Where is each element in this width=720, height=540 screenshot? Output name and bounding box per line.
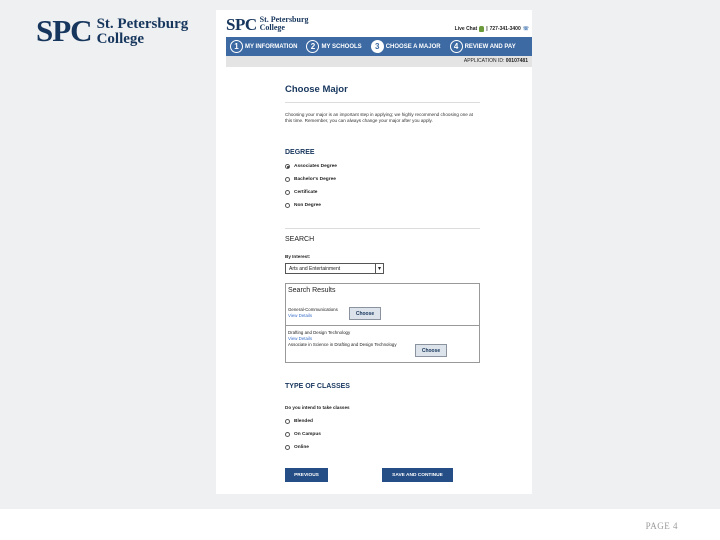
interest-select[interactable] — [285, 263, 384, 274]
step-number: 3 — [371, 40, 384, 53]
page-title: Choose Major — [285, 84, 348, 95]
degree-heading-wrap — [285, 149, 315, 156]
classes-heading: TYPE OF CLASSES — [285, 383, 350, 390]
slide-footer-band — [0, 509, 720, 540]
radio[interactable] — [285, 203, 290, 208]
step-choose-a-major[interactable] — [371, 40, 441, 53]
radio[interactable] — [285, 190, 290, 195]
slide-logo-line2: College — [96, 31, 145, 47]
degree-option[interactable] — [285, 199, 337, 212]
degree-options — [285, 160, 337, 212]
degree-option-label: Non Degree — [294, 203, 321, 208]
search-heading: SEARCH — [285, 236, 315, 243]
save-and-continue-button[interactable]: SAVE AND CONTINUE — [382, 468, 453, 482]
interest-select-value: Arts and Entertainment — [289, 265, 341, 272]
step-number: 1 — [230, 40, 243, 53]
radio[interactable] — [285, 432, 290, 437]
classes-options — [285, 415, 321, 454]
step-review-and-pay[interactable] — [450, 40, 516, 53]
application-id-value: 00107481 — [505, 58, 528, 64]
site-logo-words — [260, 16, 309, 33]
class-option[interactable] — [285, 428, 321, 441]
result-name: General-Communications — [288, 307, 338, 312]
phone-number: 727-341-3400 — [489, 26, 521, 32]
previous-button[interactable]: PREVIOUS — [285, 468, 328, 482]
class-option-label: Online — [294, 445, 309, 450]
step-number: 4 — [450, 40, 463, 53]
classes-heading-wrap — [285, 383, 350, 390]
interest-label: By Interest: — [285, 254, 311, 259]
live-chat-label[interactable]: Live Chat — [454, 26, 478, 32]
application-screenshot — [216, 10, 532, 494]
site-logo-line1: St. Petersburg — [259, 15, 309, 24]
slide-logo-line1: St. Petersburg — [96, 16, 189, 32]
degree-option-label: Certificate — [294, 190, 318, 195]
class-option[interactable] — [285, 441, 321, 454]
site-logo-mark: SPC — [226, 15, 257, 34]
slide-logo — [36, 13, 189, 48]
degree-option-label: Bachelor's Degree — [294, 177, 336, 182]
choose-button[interactable]: Choose — [349, 307, 381, 320]
result-subtitle: Associate in Science in Drafting and Design Technology — [288, 342, 397, 347]
divider — [285, 102, 480, 103]
result-name: Drafting and Design Technology — [288, 330, 351, 335]
slide-logo-words — [97, 17, 189, 47]
degree-option-label: Associates Degree — [294, 164, 337, 169]
live-chat[interactable] — [455, 26, 529, 32]
degree-heading: DEGREE — [285, 149, 315, 156]
degree-option[interactable] — [285, 173, 337, 186]
radio[interactable] — [285, 177, 290, 182]
progress-steps — [226, 37, 532, 56]
step-my-schools[interactable] — [306, 40, 361, 53]
step-label: MY INFORMATION — [245, 43, 298, 50]
search-results-heading: Search Results — [288, 287, 336, 294]
classes-question: Do you intend to take classes — [285, 405, 350, 410]
application-id-label: APPLICATION ID: — [463, 58, 505, 64]
page-title-wrap — [285, 84, 348, 95]
result-item — [288, 330, 397, 348]
class-option-label: Blended — [294, 419, 313, 424]
step-my-information[interactable] — [230, 40, 297, 53]
step-label: REVIEW AND PAY — [464, 43, 516, 50]
search-heading-wrap — [285, 236, 314, 243]
view-details-link[interactable]: View Details — [288, 313, 313, 318]
choose-button[interactable]: Choose — [415, 344, 447, 357]
radio-selected[interactable] — [285, 164, 290, 169]
page-number: PAGE 4 — [645, 521, 678, 531]
result-divider — [286, 325, 479, 326]
radio[interactable] — [285, 419, 290, 424]
radio[interactable] — [285, 445, 290, 450]
separator: | — [486, 26, 488, 32]
chat-person-icon — [479, 26, 484, 32]
class-option[interactable] — [285, 415, 321, 428]
site-logo-line2: College — [259, 23, 285, 32]
search-results-box — [285, 283, 480, 363]
degree-option[interactable] — [285, 160, 337, 173]
chevron-down-icon[interactable]: ▾ — [375, 264, 383, 273]
step-number: 2 — [306, 40, 319, 53]
step-label: CHOOSE A MAJOR — [385, 43, 441, 50]
class-option-label: On Campus — [294, 432, 321, 437]
view-details-link[interactable]: View Details — [288, 336, 313, 341]
divider — [285, 228, 480, 229]
site-logo[interactable] — [226, 16, 309, 33]
step-label: MY SCHOOLS — [321, 43, 362, 50]
site-header — [216, 10, 532, 38]
degree-option[interactable] — [285, 186, 337, 199]
slide-logo-mark: SPC — [36, 13, 92, 48]
result-item — [288, 307, 338, 319]
phone-icon: ☏ — [522, 26, 529, 32]
application-id-bar — [226, 56, 532, 67]
intro-text: Choosing your major is an important step in applying; we highly recommend choosing one at this time. Remember, you can always change your major after you apply. — [285, 112, 473, 124]
